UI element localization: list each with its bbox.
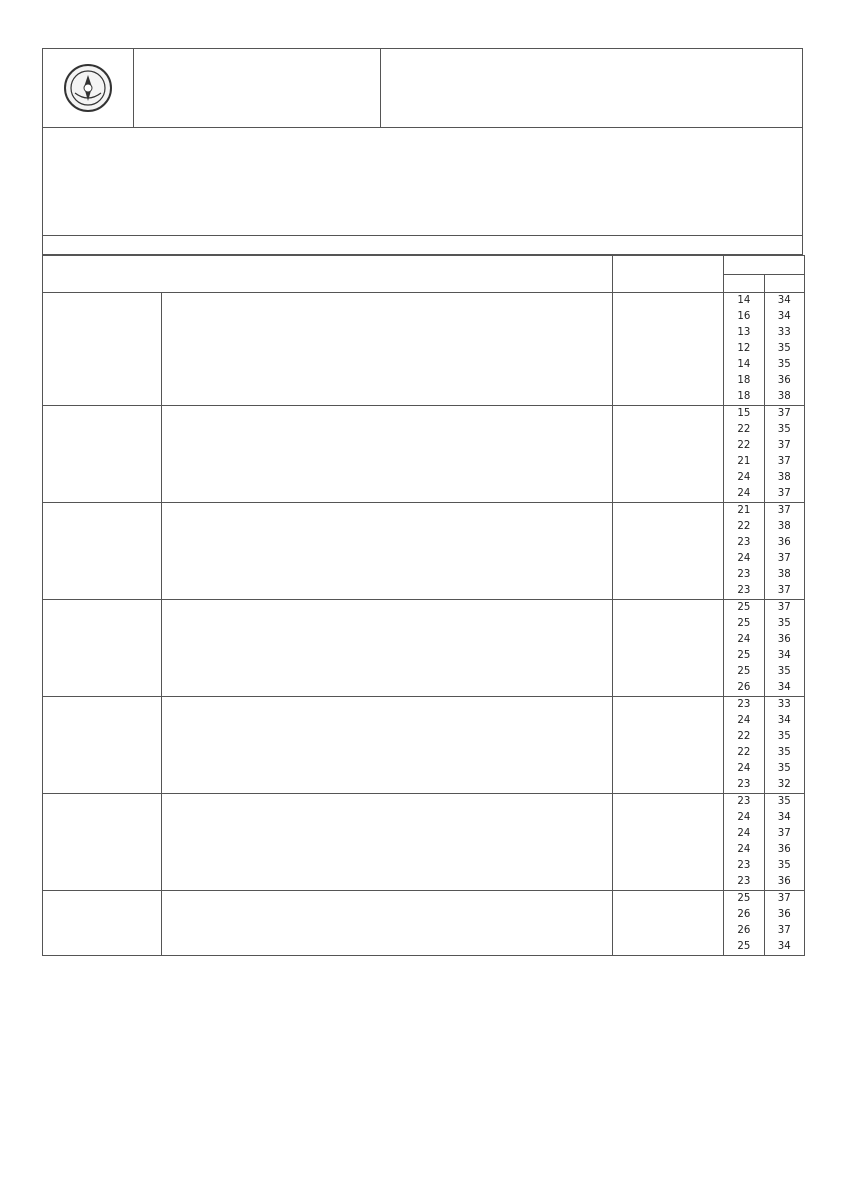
province-name — [616, 341, 720, 357]
region-row — [43, 600, 805, 697]
province-name — [616, 535, 720, 551]
forecast-line — [165, 357, 609, 373]
province-name — [616, 503, 720, 519]
province-name — [616, 810, 720, 826]
max-temp-value: 38 — [777, 472, 791, 483]
max-temp-value: 35 — [777, 424, 791, 435]
max-temp-value: 35 — [777, 618, 791, 629]
forecast-line — [165, 826, 609, 842]
max-temp-value: 34 — [777, 812, 791, 823]
province-list — [612, 697, 723, 794]
forecast-line — [165, 761, 609, 777]
forecast-line — [165, 438, 609, 454]
forecast-line — [165, 729, 609, 745]
province-name — [616, 777, 720, 793]
min-temp-value: 18 — [737, 375, 751, 386]
province-list — [612, 891, 723, 956]
max-temp-value: 37 — [777, 602, 791, 613]
regional-forecast-table — [42, 255, 805, 956]
max-temp-value: 37 — [777, 553, 791, 564]
max-temp-value: 35 — [777, 860, 791, 871]
province-name — [616, 583, 720, 599]
region-forecast-text — [162, 794, 613, 891]
forecast-line — [165, 373, 609, 389]
organization-cell — [134, 49, 381, 127]
region-name — [43, 503, 162, 600]
region-forecast-text — [162, 293, 613, 406]
max-temp-value: 36 — [777, 375, 791, 386]
min-temp-value: 14 — [737, 295, 751, 306]
forecast-line — [165, 503, 609, 519]
max-temp-list — [764, 406, 804, 503]
province-list — [612, 794, 723, 891]
forecast-line — [165, 745, 609, 761]
region-forecast-text — [162, 697, 613, 794]
region-forecast-text — [162, 891, 613, 956]
forecast-period-header — [43, 256, 613, 293]
max-temp-list — [764, 600, 804, 697]
forecast-line — [165, 939, 609, 955]
forecast-line — [165, 470, 609, 486]
region-forecast-text — [162, 406, 613, 503]
min-temp-list — [724, 600, 764, 697]
min-temp-value: 24 — [737, 828, 751, 839]
min-temp-list — [724, 406, 764, 503]
province-name — [616, 551, 720, 567]
province-name — [616, 438, 720, 454]
forecast-line — [165, 891, 609, 907]
forecast-summary — [42, 128, 803, 236]
max-temp-value: 34 — [777, 715, 791, 726]
min-temp-value: 16 — [737, 311, 751, 322]
max-temp-value: 38 — [777, 391, 791, 402]
document-header — [42, 48, 803, 128]
min-temp-value: 24 — [737, 844, 751, 855]
min-temp-value: 22 — [737, 521, 751, 532]
province-name — [616, 470, 720, 486]
forecast-line — [165, 600, 609, 616]
min-temp-value: 24 — [737, 812, 751, 823]
forecast-line — [165, 486, 609, 502]
min-temp-value: 24 — [737, 472, 751, 483]
province-list — [612, 293, 723, 406]
province-name — [616, 357, 720, 373]
min-temp-value: 23 — [737, 860, 751, 871]
min-temp-list — [724, 697, 764, 794]
max-temp-value: 34 — [777, 295, 791, 306]
province-name — [616, 891, 720, 907]
forecast-line — [165, 325, 609, 341]
province-name — [616, 842, 720, 858]
min-temp-value: 22 — [737, 747, 751, 758]
max-temp-value: 36 — [777, 634, 791, 645]
min-temp-value: 14 — [737, 359, 751, 370]
province-header — [612, 256, 723, 293]
max-temp-value: 38 — [777, 521, 791, 532]
forecast-line — [165, 454, 609, 470]
max-temp-value: 37 — [777, 828, 791, 839]
province-name — [616, 729, 720, 745]
min-temp-value: 24 — [737, 634, 751, 645]
forecast-line — [165, 777, 609, 793]
max-temp-value: 33 — [777, 327, 791, 338]
min-temp-value: 22 — [737, 424, 751, 435]
min-temp-value: 26 — [737, 682, 751, 693]
max-temp-list — [764, 794, 804, 891]
region-name — [43, 794, 162, 891]
province-name — [616, 697, 720, 713]
min-temp-value: 26 — [737, 925, 751, 936]
title-cell — [381, 49, 802, 127]
min-temp-list — [724, 891, 764, 956]
logo-cell — [43, 49, 134, 127]
max-temp-value: 32 — [777, 779, 791, 790]
max-temp-value: 35 — [777, 763, 791, 774]
min-temp-value: 18 — [737, 391, 751, 402]
province-name — [616, 567, 720, 583]
min-temp-value: 24 — [737, 763, 751, 774]
min-temp-value: 22 — [737, 440, 751, 451]
province-name — [616, 648, 720, 664]
region-row — [43, 697, 805, 794]
region-row — [43, 794, 805, 891]
region-row — [43, 293, 805, 406]
min-temp-value: 23 — [737, 796, 751, 807]
max-temp-value: 35 — [777, 359, 791, 370]
max-temp-value: 37 — [777, 456, 791, 467]
max-temp-value: 37 — [777, 893, 791, 904]
max-temp-value: 37 — [777, 488, 791, 499]
max-temp-value: 35 — [777, 731, 791, 742]
province-name — [616, 745, 720, 761]
province-name — [616, 713, 720, 729]
min-temp-value: 13 — [737, 327, 751, 338]
forecast-line — [165, 422, 609, 438]
max-temp-value: 34 — [777, 682, 791, 693]
max-temp-value: 35 — [777, 666, 791, 677]
max-temp-value: 36 — [777, 537, 791, 548]
min-temp-value: 25 — [737, 618, 751, 629]
forecast-line — [165, 810, 609, 826]
max-temp-value: 36 — [777, 909, 791, 920]
province-name — [616, 519, 720, 535]
min-temp-value: 23 — [737, 585, 751, 596]
forecast-line — [165, 309, 609, 325]
province-name — [616, 309, 720, 325]
max-temp-value: 35 — [777, 796, 791, 807]
region-forecast-text — [162, 503, 613, 600]
forecast-line — [165, 713, 609, 729]
region-name — [43, 406, 162, 503]
min-temp-value: 23 — [737, 569, 751, 580]
max-temp-value: 33 — [777, 699, 791, 710]
province-list — [612, 600, 723, 697]
forecast-line — [165, 616, 609, 632]
province-name — [616, 826, 720, 842]
province-name — [616, 325, 720, 341]
region-forecast-text — [162, 600, 613, 697]
min-temp-value: 21 — [737, 456, 751, 467]
province-name — [616, 858, 720, 874]
min-temp-value: 21 — [737, 505, 751, 516]
region-name — [43, 293, 162, 406]
min-temp-value: 23 — [737, 779, 751, 790]
province-name — [616, 486, 720, 502]
region-row — [43, 406, 805, 503]
max-temp-value: 37 — [777, 440, 791, 451]
min-temp-list — [724, 503, 764, 600]
province-name — [616, 923, 720, 939]
max-temp-value: 34 — [777, 941, 791, 952]
province-list — [612, 503, 723, 600]
province-name — [616, 664, 720, 680]
seal-icon — [63, 63, 113, 113]
min-temp-value: 24 — [737, 715, 751, 726]
region-name — [43, 697, 162, 794]
forecast-line — [165, 923, 609, 939]
min-temp-value: 25 — [737, 893, 751, 904]
forecast-line — [165, 293, 609, 309]
max-temp-value: 37 — [777, 408, 791, 419]
region-name — [43, 600, 162, 697]
min-temp-list — [724, 293, 764, 406]
province-name — [616, 454, 720, 470]
province-name — [616, 632, 720, 648]
province-name — [616, 761, 720, 777]
province-name — [616, 874, 720, 890]
region-row — [43, 891, 805, 956]
temperature-header — [724, 256, 805, 275]
max-temp-value: 35 — [777, 747, 791, 758]
forecast-line — [165, 664, 609, 680]
max-temp-value: 37 — [777, 585, 791, 596]
min-temp-value: 25 — [737, 941, 751, 952]
min-temp-value: 12 — [737, 343, 751, 354]
province-name — [616, 939, 720, 955]
max-temp-value: 37 — [777, 505, 791, 516]
province-name — [616, 293, 720, 309]
min-temp-value: 23 — [737, 699, 751, 710]
dust-line — [42, 236, 803, 255]
min-temp-value: 23 — [737, 537, 751, 548]
min-temp-value: 26 — [737, 909, 751, 920]
max-temp-list — [764, 293, 804, 406]
min-temp-value: 22 — [737, 731, 751, 742]
forecast-line — [165, 551, 609, 567]
province-name — [616, 422, 720, 438]
max-temp-value: 34 — [777, 650, 791, 661]
min-temp-value: 25 — [737, 666, 751, 677]
province-name — [616, 616, 720, 632]
forecast-line — [165, 697, 609, 713]
min-temp-value: 24 — [737, 553, 751, 564]
min-temp-value: 24 — [737, 488, 751, 499]
max-temp-value: 38 — [777, 569, 791, 580]
forecast-document — [42, 48, 803, 956]
max-temp-value: 37 — [777, 925, 791, 936]
max-temp-list — [764, 697, 804, 794]
max-temp-list — [764, 503, 804, 600]
min-temp-value: 25 — [737, 602, 751, 613]
province-name — [616, 680, 720, 696]
min-temp-value: 15 — [737, 408, 751, 419]
max-temp-value: 34 — [777, 311, 791, 322]
forecast-line — [165, 794, 609, 810]
max-temp-list — [764, 891, 804, 956]
max-temp-value: 35 — [777, 343, 791, 354]
min-temp-value: 23 — [737, 876, 751, 887]
forecast-line — [165, 680, 609, 696]
forecast-line — [165, 907, 609, 923]
forecast-line — [165, 858, 609, 874]
forecast-line — [165, 535, 609, 551]
forecast-line — [165, 632, 609, 648]
forecast-line — [165, 519, 609, 535]
province-name — [616, 389, 720, 405]
forecast-line — [165, 842, 609, 858]
province-list — [612, 406, 723, 503]
min-temp-value: 25 — [737, 650, 751, 661]
max-temp-header — [764, 274, 804, 293]
min-temp-list — [724, 794, 764, 891]
forecast-line — [165, 341, 609, 357]
province-name — [616, 406, 720, 422]
min-temp-header — [724, 274, 764, 293]
province-name — [616, 373, 720, 389]
forecast-line — [165, 406, 609, 422]
forecast-line — [165, 648, 609, 664]
max-temp-value: 36 — [777, 876, 791, 887]
max-temp-value: 36 — [777, 844, 791, 855]
region-name — [43, 891, 162, 956]
province-name — [616, 794, 720, 810]
province-name — [616, 907, 720, 923]
province-name — [616, 600, 720, 616]
region-row — [43, 503, 805, 600]
